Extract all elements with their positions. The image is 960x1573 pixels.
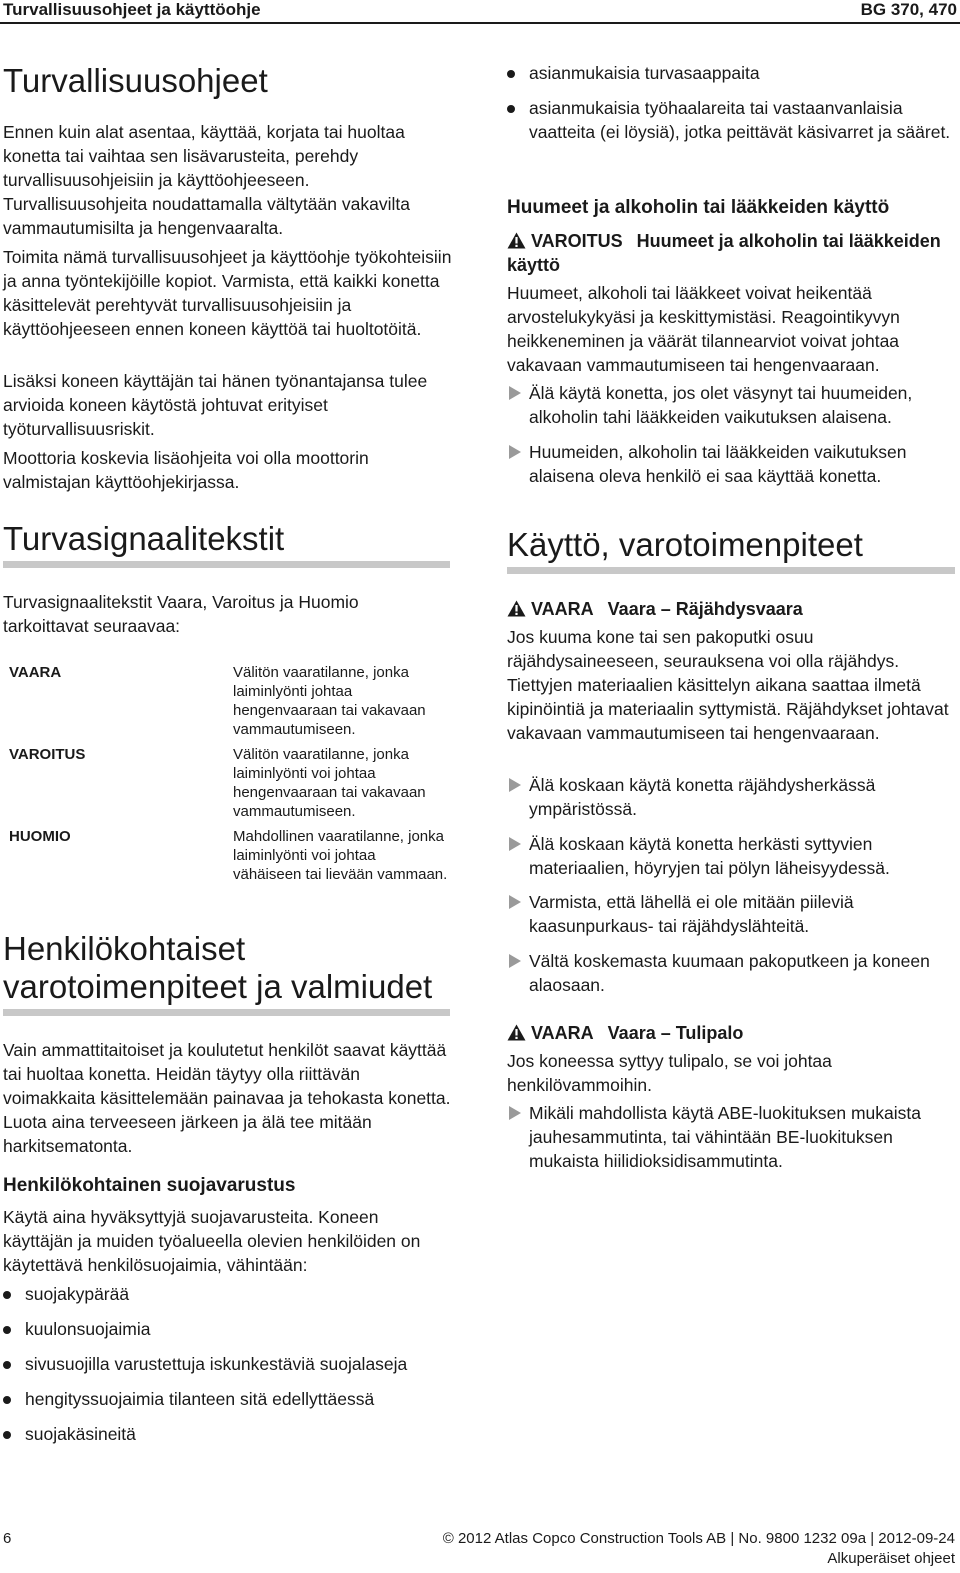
step-item: Älä käytä konetta, jos olet väsynyt tai huumeiden, alkoholin tahi lääkkeiden vaikutuksen alaisena. <box>507 381 957 429</box>
safety-paragraph-4: Moottoria koskevia lisäohjeita voi olla moottorin valmistajan käyttöohjekirjassa. <box>3 448 369 492</box>
signal-term: HUOMIO <box>9 828 71 845</box>
warning-triangle-icon <box>507 1024 526 1041</box>
step-arrow-icon <box>509 954 521 968</box>
danger-title: Vaara – Räjähdysvaara <box>607 599 803 619</box>
step-arrow-icon <box>509 386 521 400</box>
step-item: Älä koskaan käytä konetta herkästi syttyvien materiaalien, höyryjen tai pölyn läheisyydessä. <box>507 832 957 880</box>
safety-paragraph-2: Toimita nämä turvallisuusohjeet ja käyttöohje työkohteisiin ja anna työntekijöille kopiot. Varmista, että kaikki konetta käsittelevät perehtyvät turvallisuusohjeisiin ja käyttöohjeeseen ennen koneen käyttöä tai huoltotöitä. <box>3 247 452 339</box>
danger-fire <box>507 1021 957 1045</box>
signal-row-caution <box>3 827 453 907</box>
bullet-dot-icon <box>3 1291 11 1299</box>
running-header-title: Turvallisuusohjeet ja käyttöohje <box>3 0 261 19</box>
list-item: asianmukaisia työhaalareita tai vastaanvanlaisia vaatteita (ei löysiä), jotka peittävät käsivarret ja sääret. <box>507 96 957 144</box>
list-item: sivusuojilla varustettuja iskunkestäviä suojalaseja <box>3 1352 453 1376</box>
list-item: suojakypärää <box>3 1282 453 1306</box>
step-arrow-icon <box>509 1106 521 1120</box>
signal-term: VAROITUS <box>9 746 86 763</box>
heading-personal-line1: Henkilökohtaiset <box>3 930 246 967</box>
signal-row-warning <box>3 745 453 825</box>
warning-level: VAROITUS <box>531 231 623 251</box>
signal-definition: Välitön vaaratilanne, jonka laiminlyönti voi johtaa hengenvaaraan tai vakavaan vammautumiseen. <box>233 746 426 820</box>
heading-drugs: Huumeet ja alkoholin tai lääkkeiden käyttö <box>507 197 890 218</box>
heading-protective-equipment: Henkilökohtainen suojavarustus <box>3 1175 296 1196</box>
bullet-dot-icon <box>507 70 515 78</box>
heading-personal-bar <box>3 1009 450 1016</box>
heading-operation-bar <box>507 567 955 574</box>
step-arrow-icon <box>509 778 521 792</box>
step-item: Älä koskaan käytä konetta räjähdysherkässä ympäristössä. <box>507 773 957 821</box>
step-arrow-icon <box>509 445 521 459</box>
step-item: Huumeiden, alkoholin tai lääkkeiden vaikutuksen alaisena oleva henkilö ei saa käyttää konetta. <box>507 440 957 488</box>
safety-paragraph-1: Ennen kuin alat asentaa, käyttää, korjata tai huoltaa konetta tai vaihtaa sen lisävarusteita, perehdy turvallisuusohjeisiin ja käyttöohjeeseen. Turvallisuusohjeita noudattamalla vältytään vakavilta vammautumisilta ja hengenvaaralta. <box>3 122 410 238</box>
step-arrow-icon <box>509 895 521 909</box>
bullet-dot-icon <box>3 1396 11 1404</box>
drugs-paragraph: Huumeet, alkoholi tai lääkkeet voivat heikentää arvostelukykyäsi ja keskittymistäsi. Reagointikyvyn heikkeneminen ja väärät tilannearviot voivat johtaa vakavaan vammautumiseen tai hengenvaaraan. <box>507 283 900 375</box>
personal-paragraph-1: Vain ammattitaitoiset ja koulutetut henkilöt saavat käyttää tai huoltaa konetta. Heidän täytyy olla riittävän voimakkaita käsittelemään painavaa ja tehokasta konetta. Luota aina terveeseen järkeen ja älä tee mitään harkitsematonta. <box>3 1040 451 1156</box>
signal-term: VAARA <box>9 664 62 681</box>
step-item: Varmista, että lähellä ei ole mitään piileviä kaasunpurkaus- tai räjähdyslähteitä. <box>507 890 957 938</box>
list-item: asianmukaisia turvasaappaita <box>507 61 957 85</box>
page-number: 6 <box>3 1530 12 1547</box>
danger-level: VAARA <box>531 599 594 619</box>
running-header-model: BG 370, 470 <box>860 0 957 19</box>
signals-intro: Turvasignaalitekstit Vaara, Varoitus ja Huomio tarkoittavat seuraavaa: <box>3 592 359 636</box>
heading-signals-bar <box>3 561 450 568</box>
header-divider <box>0 22 960 24</box>
step-item: Mikäli mahdollista käytä ABE-luokituksen mukaista jauhesammutinta, tai vähintään BE-luokituksen mukaista hiilidioksidisammutinta. <box>507 1101 957 1173</box>
footer-copyright: © 2012 Atlas Copco Construction Tools AB | No. 9800 1232 09a | 2012-09-24 <box>442 1530 955 1547</box>
signal-definition: Välitön vaaratilanne, jonka laiminlyönti johtaa hengenvaaraan tai vakavaan vammautumiseen. <box>233 664 426 738</box>
heading-personal-line2: varotoimenpiteet ja valmiudet <box>3 968 433 1005</box>
bullet-dot-icon <box>3 1431 11 1439</box>
signal-row-danger <box>3 663 453 743</box>
bullet-dot-icon <box>507 105 515 113</box>
heading-operation: Käyttö, varotoimenpiteet <box>507 526 863 563</box>
step-item: Vältä koskemasta kuumaan pakoputkeen ja koneen alaosaan. <box>507 949 957 997</box>
warning-triangle-icon <box>507 232 526 249</box>
safety-paragraph-3: Lisäksi koneen käyttäjän tai hänen työnantajansa tulee arvioida koneen käytöstä johtuvat erityiset työturvallisuusriskit. <box>3 371 428 439</box>
list-item: suojakäsineitä <box>3 1422 453 1446</box>
fire-paragraph: Jos koneessa syttyy tulipalo, se voi johtaa henkilövammoihin. <box>507 1051 832 1095</box>
list-item: kuulonsuojaimia <box>3 1317 453 1341</box>
step-arrow-icon <box>509 837 521 851</box>
heading-safety: Turvallisuusohjeet <box>3 62 268 99</box>
warning-title: Huumeet ja alkoholin tai lääkkeiden käyttö <box>507 231 941 275</box>
signal-definition: Mahdollinen vaaratilanne, jonka laiminlyönti voi johtaa vähäiseen tai lievään vammaan. <box>233 828 448 883</box>
danger-title: Vaara – Tulipalo <box>607 1023 744 1043</box>
heading-signals: Turvasignaalitekstit <box>3 520 285 557</box>
bullet-dot-icon <box>3 1361 11 1369</box>
protective-equipment-intro: Käytä aina hyväksyttyjä suojavarusteita. Koneen käyttäjän ja muiden työalueella olevien henkilöiden on käytettävä henkilösuojaimia, vähintään: <box>3 1207 421 1275</box>
danger-explosion <box>507 597 957 621</box>
warning-drugs <box>507 229 957 277</box>
footer-original-instructions: Alkuperäiset ohjeet <box>827 1550 955 1567</box>
bullet-dot-icon <box>3 1326 11 1334</box>
explosion-paragraph: Jos kuuma kone tai sen pakoputki osuu räjähdysaineeseen, seurauksena voi olla räjähdys. Tiettyjen materiaalien käsittelyn aikana saattaa ilmetä kipinöintiä ja materiaalin syttymistä. Räjähdykset johtavat vakavaan vammautumiseen tai hengenvaaraan. <box>507 627 949 743</box>
warning-triangle-icon <box>507 600 526 617</box>
danger-level: VAARA <box>531 1023 594 1043</box>
list-item: hengityssuojaimia tilanteen sitä edellyttäessä <box>3 1387 453 1411</box>
